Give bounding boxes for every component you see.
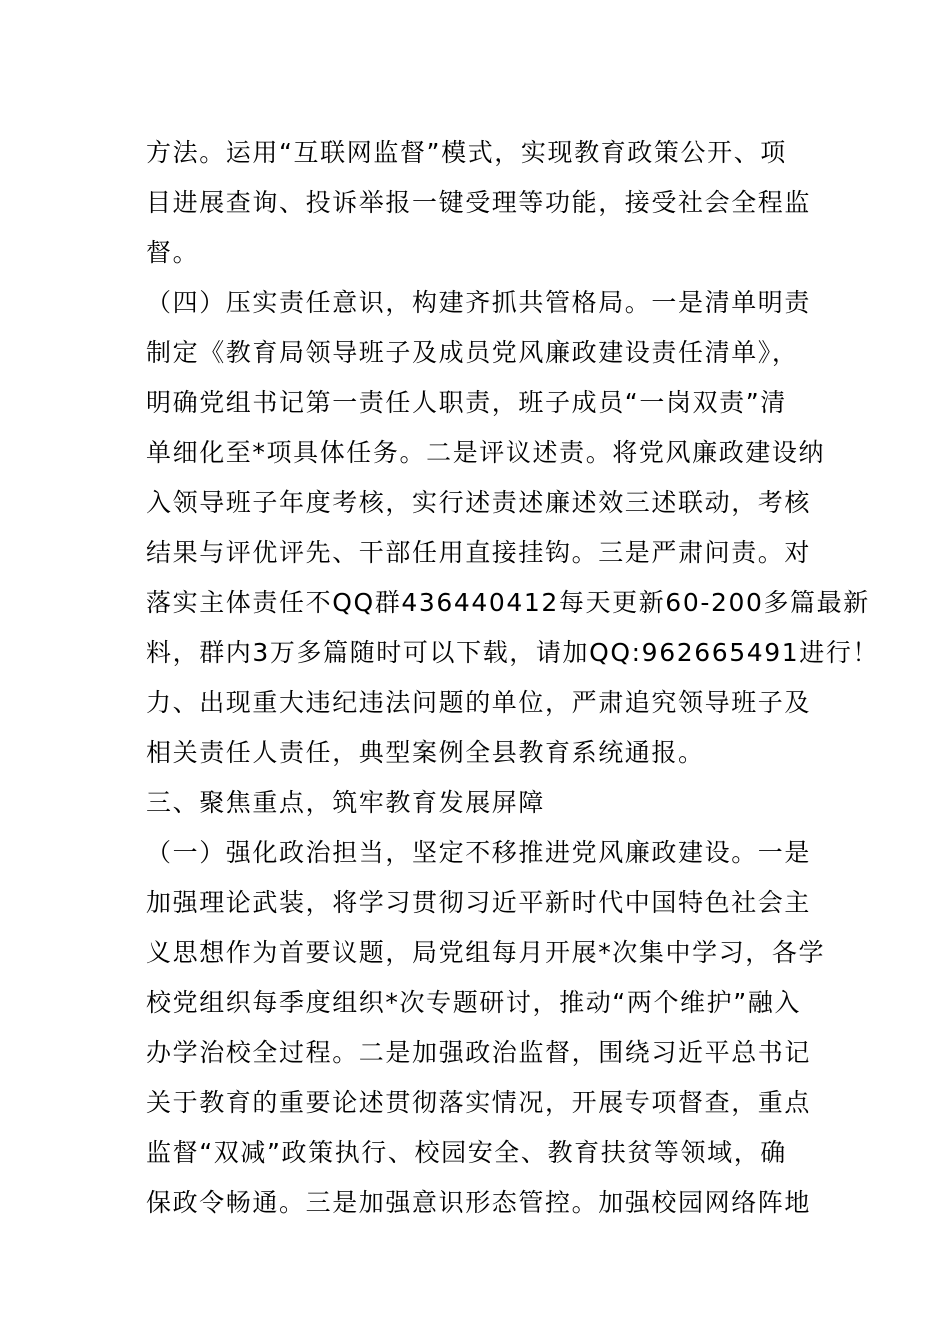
text-line: 力、出现重大违纪违法问题的单位，严肃追究领导班子及 [146,688,812,717]
text-line: 落实主体责任不QQ群436440412每天更新60-200多篇最新 [146,588,870,617]
text-line: 明确党组书记第一责任人职责，班子成员“一岗双责”清 [146,388,787,417]
text-line: 加强理论武装，将学习贯彻习近平新时代中国特色社会主 [146,888,812,917]
text-line: 方法。运用“互联网监督”模式，实现教育政策公开、项 [146,138,787,167]
text-line: 结果与评优评先、干部任用直接挂钩。三是严肃问责。对 [146,538,812,567]
text-line: 入领导班子年度考核，实行述责述廉述效三述联动，考核 [146,488,812,517]
text-line: 义思想作为首要议题，局党组每月开展*次集中学习，各学 [146,938,826,967]
text-line: 监督“双减”政策执行、校园安全、教育扶贫等领域，确 [146,1138,787,1167]
document-body [146,128,880,1228]
text-line: 关于教育的重要论述贯彻落实情况，开展专项督查，重点 [146,1088,812,1117]
text-line: 料，群内3万多篇随时可以下载，请加QQ:962665491进行！ [146,638,880,667]
section-heading: 三、聚焦重点，筑牢教育发展屏障 [146,788,546,817]
text-line: 督。 [146,238,200,267]
text-line: （四）压实责任意识，构建齐抓共管格局。一是清单明责 [146,288,812,317]
text-line: 办学治校全过程。二是加强政治监督，围绕习近平总书记 [146,1038,812,1067]
text-line: 相关责任人责任，典型案例全县教育系统通报。 [146,738,705,767]
text-line: 单细化至*项具体任务。二是评议述责。将党风廉政建设纳 [146,438,826,467]
text-line: 目进展查询、投诉举报一键受理等功能，接受社会全程监 [146,188,812,217]
text-line: （一）强化政治担当，坚定不移推进党风廉政建设。一是 [146,838,812,867]
text-line: 制定《教育局领导班子及成员党风廉政建设责任清单》， [146,338,799,367]
text-line: 校党组织每季度组织*次专题研讨，推动“两个维护”融入 [146,988,802,1017]
text-line: 保政令畅通。三是加强意识形态管控。加强校园网络阵地 [146,1188,812,1217]
